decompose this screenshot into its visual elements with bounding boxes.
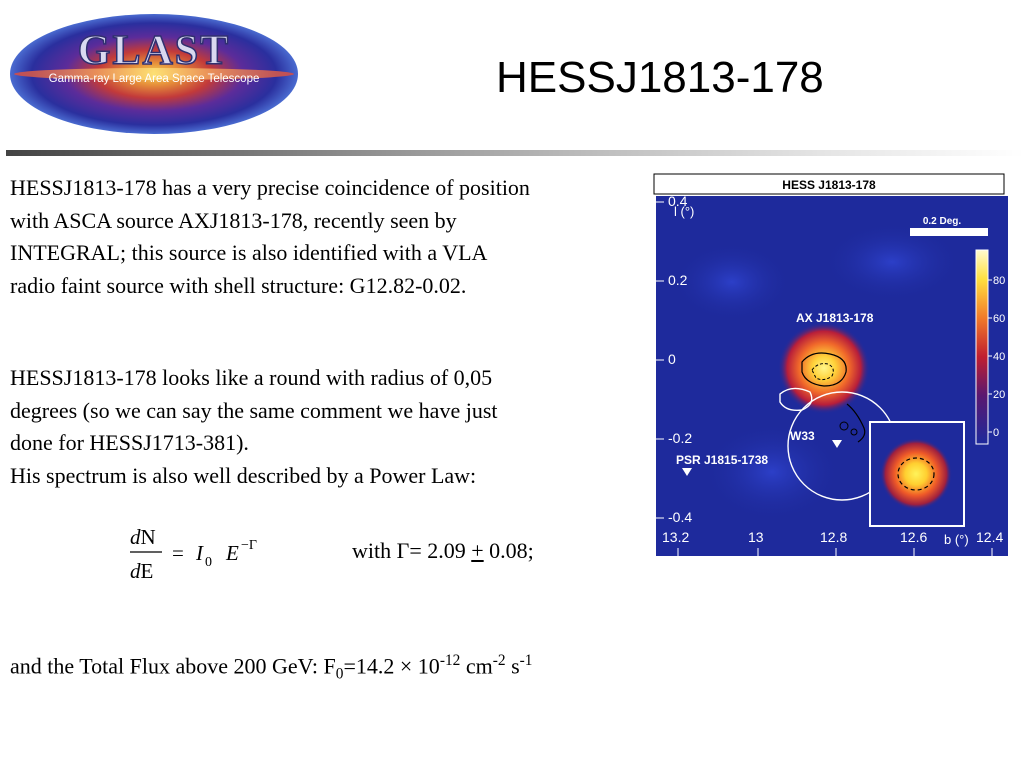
formula-den-d: d [130, 559, 141, 583]
formula-exponent: −Γ [241, 538, 257, 553]
flux-unit-s: s [505, 653, 520, 679]
y-tick-label: -0.4 [668, 509, 693, 525]
colorbar-tick-label: 40 [993, 351, 1006, 363]
label-w33: W33 [790, 429, 815, 443]
paragraph-line: degrees (so we can say the same comment we have just [10, 397, 498, 423]
x-tick-label: 13.2 [662, 529, 690, 545]
paragraph-position [10, 172, 530, 302]
hess-skymap-figure [652, 172, 1016, 558]
paragraph-line: His spectrum is also well described by a Power Law: [10, 462, 477, 488]
power-law-formula [126, 518, 276, 590]
scale-bar [910, 228, 988, 236]
formula-I: I [196, 541, 203, 565]
colorbar-tick-label: 0 [993, 427, 1000, 439]
paragraph-line: done for HESSJ1713-381). [10, 430, 249, 455]
gamma-pm: + [471, 538, 484, 563]
colorbar-tick-label: 20 [993, 389, 1006, 401]
flux-exp-3: -1 [519, 652, 533, 669]
gamma-prefix: with Γ= 2.09 [352, 538, 472, 563]
paragraph-line: radio faint source with shell structure: G12.82-0.02. [10, 272, 467, 298]
formula-den-var: E [140, 559, 154, 583]
total-flux-line [10, 645, 532, 691]
flux-exp-1: -12 [439, 652, 461, 669]
gamma-suffix: 0.08; [483, 538, 534, 563]
label-axj: AX J1813-178 [796, 311, 874, 325]
paragraph-line: with ASCA source AXJ1813-178, recently seen by [10, 207, 457, 233]
title-divider [6, 150, 1024, 156]
x-tick-label: 12.8 [820, 529, 848, 545]
figure-header: HESS J1813-178 [782, 178, 876, 192]
x-tick-label: 12.6 [900, 529, 928, 545]
hess-source-emission [778, 322, 870, 414]
formula-equals: = [172, 541, 184, 565]
flux-prefix: and the Total Flux above 200 GeV: F [10, 653, 336, 679]
formula-E: E [226, 541, 239, 565]
logo-text: GLAST [77, 28, 231, 74]
colorbar-tick-label: 60 [993, 313, 1006, 325]
colorbar-tick-label: 80 [993, 275, 1006, 287]
paragraph-line: INTEGRAL; this source is also identified with a VLA [10, 240, 488, 265]
scale-bar-label: 0.2 Deg. [922, 216, 962, 227]
formula-num-var: N [140, 525, 156, 549]
svg-text:dN [130, 525, 156, 549]
x-tick-label: 12.4 [976, 529, 1004, 545]
paragraph-spectrum [10, 362, 498, 492]
paragraph-line: HESSJ1813-178 has a very precise coincidence of position [10, 175, 530, 200]
gamma-value [352, 538, 534, 564]
flux-sub: 0 [335, 665, 344, 683]
flux-exp-2: -2 [492, 652, 506, 669]
glast-logo [8, 12, 300, 136]
svg-text:dE [130, 559, 153, 583]
y-tick-label: -0.2 [668, 430, 693, 446]
slide-title: HESSJ1813-178 [496, 53, 824, 102]
formula-I-sub: 0 [205, 555, 212, 570]
paragraph-line: HESSJ1813-178 looks like a round with radius of 0,05 [10, 365, 493, 390]
x-tick-label: 13 [748, 529, 764, 545]
flux-unit-cm: cm [460, 653, 493, 679]
y-axis-label: l (°) [674, 204, 695, 219]
y-tick-label: 0.4 [668, 193, 688, 209]
formula-num-d: d [130, 525, 141, 549]
flux-mid: =14.2 × 10 [343, 653, 440, 679]
colorbar [976, 250, 988, 444]
logo-subtitle: Gamma-ray Large Area Space Telescope [48, 73, 260, 85]
x-axis-label: b (°) [944, 532, 969, 547]
y-tick-label: 0 [668, 351, 676, 367]
y-tick-label: 0.2 [668, 272, 688, 288]
label-psr: PSR J1815-1738 [676, 453, 769, 467]
